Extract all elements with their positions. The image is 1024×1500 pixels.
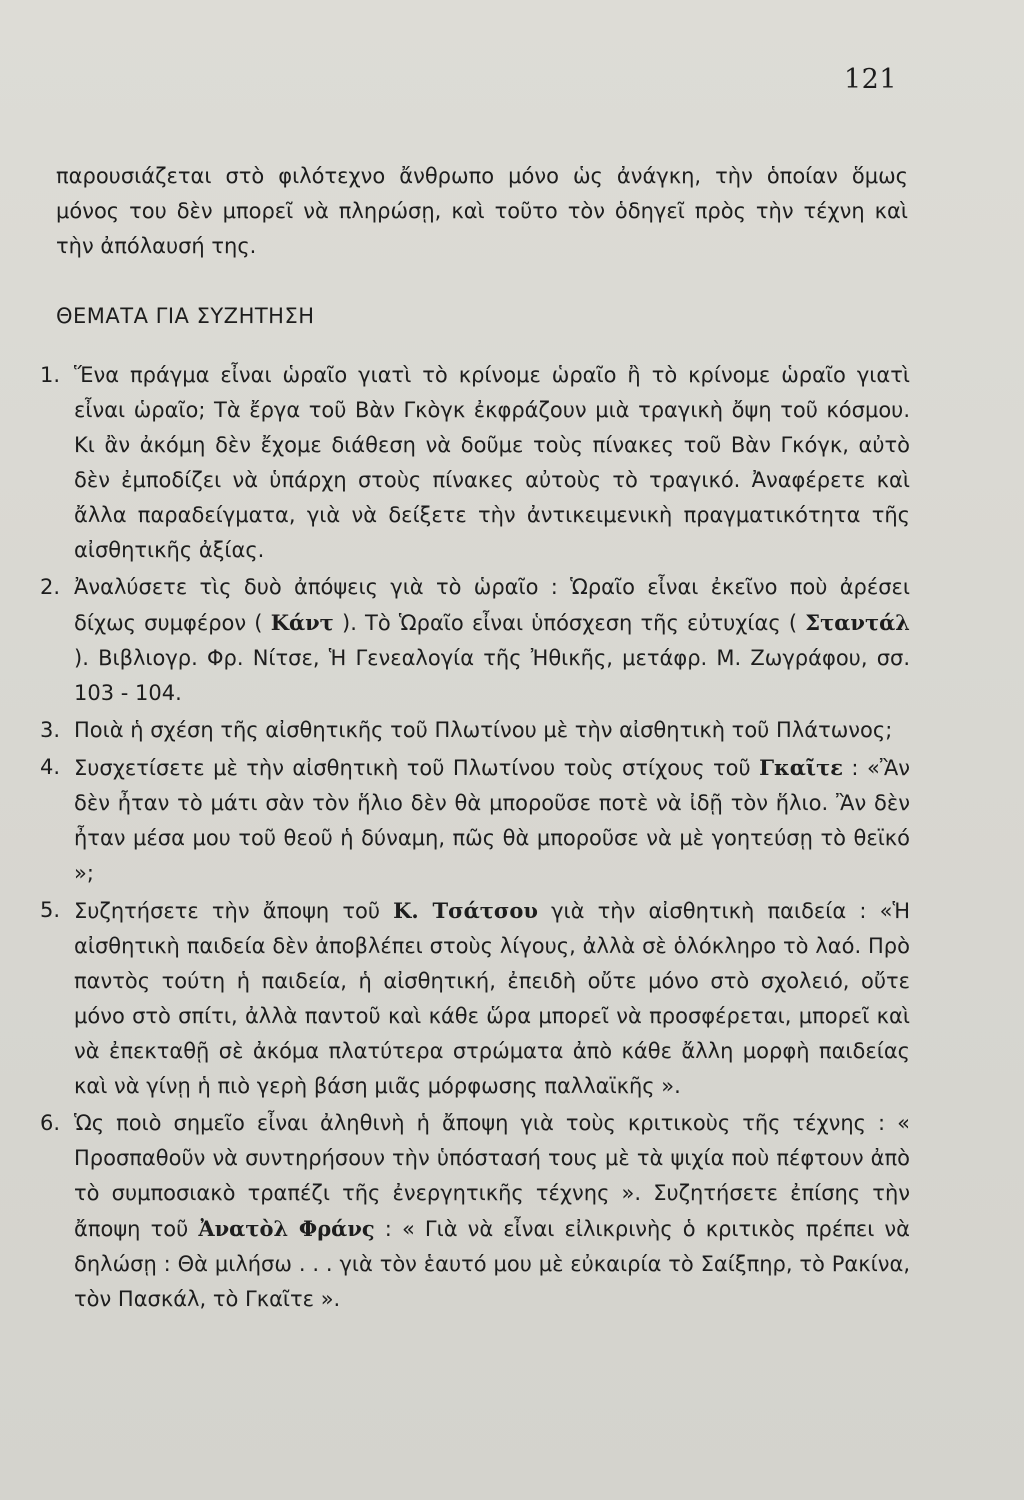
question-text	[74, 1106, 910, 1317]
discussion-questions	[40, 358, 910, 1319]
intro-paragraph: παρουσιάζεται στὸ φιλότεχνο ἄνθρωπο μόνο ὡς ἀνάγκη, τὴν ὁποίαν ὅμως μόνος του δὲν μπορεῖ νὰ πληρώσῃ, καὶ τοῦτο τὸν ὁδηγεῖ πρὸς τὴν τέχνη καὶ τὴν ἀπόλαυσή της.	[56, 164, 908, 258]
question-text	[74, 893, 910, 1104]
author-name-bold: Κάντ	[270, 610, 334, 635]
page-number: 121	[844, 64, 898, 95]
question-item-5	[40, 893, 910, 1104]
question-text-part: γιὰ τὴν αἰσθητικὴ παιδεία : «Ἡ αἰσθητικὴ παιδεία δὲν ἀποβλέπει στοὺς λίγους, ἀλλὰ σὲ ὁλόκληρο τὸ λαό. Πρὸ παντὸς τούτη ἡ παιδεία, ἡ αἰσθητική, ἐπειδὴ οὔτε μόνο στὸ σχολειό, οὔτε μόνο στὸ σπίτι, ἀλλὰ παντοῦ καὶ κάθε ὥρα μπορεῖ νὰ προσφέρεται, μπορεῖ καὶ νὰ ἐπεκταθῇ σὲ ἀκόμα πλατύτερα στρώματα ἀπὸ κάθε ἄλλη μορφὴ παιδείας καὶ νὰ γίνῃ ἡ πιὸ γερὴ βάση μιᾶς μόρφωσης παλλαϊκῆς ».	[74, 899, 910, 1098]
question-text-part: ). Τὸ Ὡραῖο εἶναι ὑπόσχεση τῆς εὐτυχίας (	[333, 611, 806, 635]
question-number: 6.	[40, 1111, 61, 1135]
question-text-part: ). Βιβλιογρ. Φρ. Νίτσε, Ἡ Γενεαλογία τῆς Ἠθικῆς, μετάφρ. Μ. Ζωγράφου, σσ. 103 - 104.	[74, 646, 910, 705]
question-text-part: Ποιὰ ἡ σχέση τῆς αἰσθητικῆς τοῦ Πλωτίνου μὲ τὴν αἰσθητικὴ τοῦ Πλάτωνος;	[74, 718, 893, 742]
question-number: 1.	[40, 363, 61, 387]
author-name-bold: Γκαῖτε	[759, 755, 843, 780]
author-name-bold: Σταντάλ	[805, 610, 910, 635]
question-item-2	[40, 570, 910, 711]
question-item-6	[40, 1106, 910, 1317]
question-item-4	[40, 750, 910, 891]
question-text	[74, 570, 910, 711]
question-text	[74, 358, 910, 568]
question-number: 5.	[40, 898, 61, 922]
author-name-bold: Ἀνατὸλ Φράνς	[198, 1216, 375, 1241]
question-item-1	[40, 358, 910, 568]
question-text-part: : « Γιὰ νὰ εἶναι εἰλικρινὴς ὁ κριτικὸς πρέπει νὰ δηλώσῃ : Θὰ μιλήσω . . . γιὰ τὸν ἑαυτό μου μὲ εὐκαιρία τὸ Σαίξπηρ, τὸ Ρακίνα, τὸν Πασκάλ, τὸ Γκαῖτε ».	[74, 1217, 910, 1311]
question-text-part: : «Ἂν δὲν ἦταν τὸ μάτι σὰν τὸν ἥλιο δὲν θὰ μποροῦσε ποτὲ νὰ ἰδῇ τὸν ἥλιο. Ἂν δὲν ἦταν μέσα μου τοῦ θεοῦ ἡ δύναμη, πῶς θὰ μποροῦσε νὰ μὲ γοητεύσῃ τὸ θεϊκό »;	[74, 756, 910, 885]
question-text-part: Ὡς ποιὸ σημεῖο εἶναι ἀληθινὴ ἡ ἄποψη γιὰ τοὺς κριτικοὺς τῆς τέχνης : « Προσπαθοῦν νὰ συντηρήσουν τὴν ὑπόστασή τους μὲ τὰ ψιχία ποὺ πέφτουν ἀπὸ τὸ συμποσιακὸ τραπέζι τῆς ἐνεργητικῆς τέχνης ». Συζητήσετε ἐπίσης τὴν ἄποψη τοῦ	[74, 1111, 910, 1241]
question-text-part: Ἕνα πράγμα εἶναι ὡραῖο γιατὶ τὸ κρίνομε ὡραῖο ἢ τὸ κρίνομε ὡραῖο γιατὶ εἶναι ὡραῖο; Τὰ ἔργα τοῦ Βὰν Γκὸγκ ἐκφράζουν μιὰ τραγικὴ ὄψη τοῦ κόσμου. Κι ἂν ἀκόμη δὲν ἔχομε διάθεση νὰ δοῦμε τοὺς πίνακες τοῦ Βὰν Γκόγκ, αὐτὸ δὲν ἐμποδίζει νὰ ὑπάρχη στοὺς πίνακες αὐτοὺς τὸ τραγικό. Ἀναφέρετε καὶ ἄλλα παραδείγματα, γιὰ νὰ δείξετε τὴν ἀντικειμενικὴ πραγματικότητα τῆς αἰσθητικῆς ἀξίας.	[74, 363, 910, 562]
question-text	[74, 750, 910, 891]
question-text	[74, 713, 910, 748]
question-text-part: Ἀναλύσετε τὶς δυὸ ἀπόψεις γιὰ τὸ ὡραῖο : Ὡραῖο εἶναι ἐκεῖνο ποὺ ἀρέσει δίχως συμφέρον (	[74, 575, 910, 635]
section-heading: ΘΕΜΑΤΑ ΓΙΑ ΣΥΖΗΤΗΣΗ	[56, 304, 315, 328]
question-text-part: Συζητήσετε τὴν ἄποψη τοῦ	[74, 899, 394, 923]
question-text-part: Συσχετίσετε μὲ τὴν αἰσθητικὴ τοῦ Πλωτίνου τοὺς στίχους τοῦ	[74, 756, 760, 780]
author-name-bold: Κ. Τσάτσου	[393, 898, 538, 923]
question-item-3	[40, 713, 910, 748]
question-number: 3.	[40, 718, 61, 742]
question-number: 4.	[40, 755, 61, 779]
question-number: 2.	[40, 575, 61, 599]
